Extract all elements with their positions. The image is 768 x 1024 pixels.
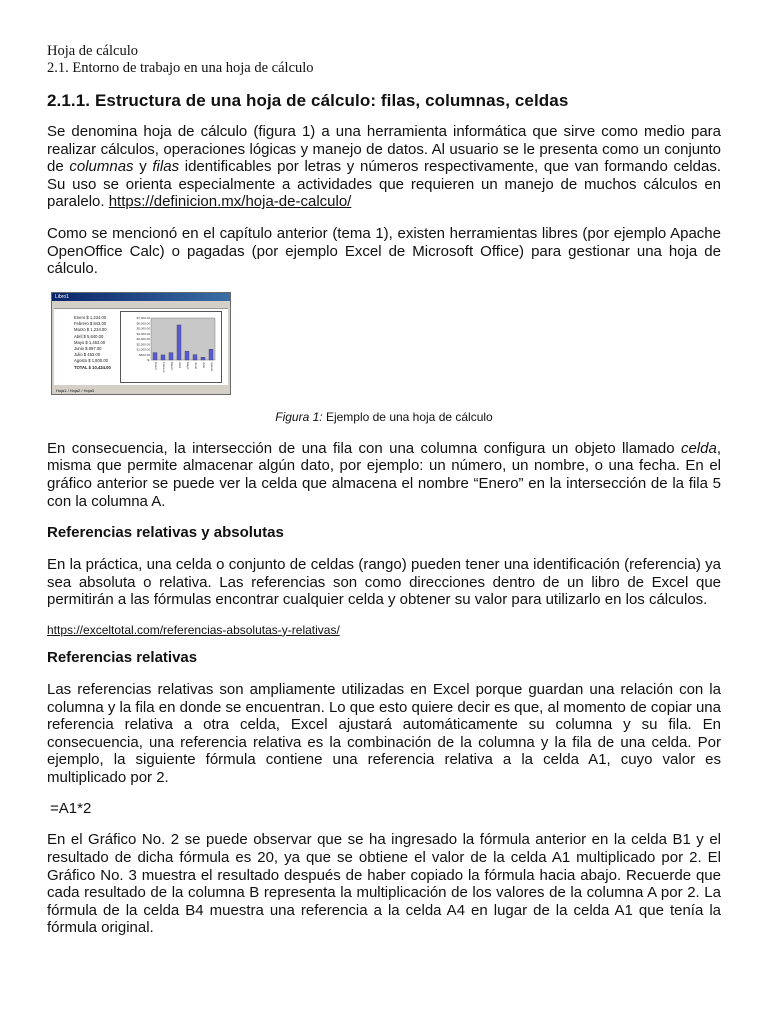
spreadsheet-data-row: Julio $ 453.00 bbox=[74, 352, 101, 358]
spreadsheet-data-row: Enero $ 1,234.00 bbox=[74, 314, 107, 320]
spreadsheet-data-row: Mayo $ 1,453.00 bbox=[74, 339, 106, 345]
chart-svg bbox=[121, 312, 221, 382]
spreadsheet-data-row: Junio $ 897.00 bbox=[74, 345, 102, 351]
chart-category-label: Mayo bbox=[186, 361, 190, 370]
formula-example: =A1*2 bbox=[50, 800, 92, 818]
figure-1 bbox=[51, 292, 721, 400]
chart-tick-label: $5,000.00 bbox=[136, 326, 150, 331]
chart-bar bbox=[201, 357, 205, 360]
chart-tick-label: $- bbox=[147, 357, 150, 362]
chart-bar bbox=[209, 349, 213, 360]
definicion-link[interactable]: https://definicion.mx/hoja-de-calculo/ bbox=[108, 193, 352, 211]
section-title: 2.1.1. Estructura de una hoja de cálculo: filas, columnas, celdas bbox=[47, 91, 569, 110]
chart-bar bbox=[177, 325, 181, 360]
paragraph-1: Se denomina hoja de cálculo (figura 1) a una herramienta informática que sirve como medio para realizar cálculos, operaciones lógicas y manejo de datos. Al usuario se le presenta como un conjunto de columnas y filas identificables por letras y números respectivamente, que van formando celdas. Su uso se orienta especialmente a actividades que requieren un manejo de muchos cálculos en paralelo. https://definicion.mx/hoja-de-calculo/ bbox=[47, 123, 721, 211]
running-header-subtitle: 2.1. Entorno de trabajo en una hoja de cálculo bbox=[47, 60, 314, 76]
document-page bbox=[47, 43, 721, 951]
spreadsheet-data-row: Abril $ 5,840.00 bbox=[74, 333, 104, 339]
embedded-chart bbox=[120, 311, 222, 383]
chart-bar bbox=[185, 351, 189, 360]
paragraph-4: En la práctica, una celda o conjunto de celdas (rango) pueden tener una identificación (referencia) ya sea absoluta o relativa. Las referencias son como direcciones dentro de un libro de Excel que permitirán a las fórmulas encontrar cualquier celda y obtener su valor para utilizarlo en los cálculos. bbox=[47, 556, 721, 609]
chart-category-label: Marzo bbox=[170, 361, 174, 371]
chart-tick-label: $1,000.00 bbox=[136, 347, 150, 352]
paragraph-3: En consecuencia, la intersección de una fila con una columna configura un objeto llamado celda, misma que permite almacenar algún dato, por ejemplo: un número, un nombre, o una fecha. En el gráfico anterior se puede ver la celda que almacena el nombre “Enero” en la intersección de la fila 5 con la columna A. bbox=[47, 439, 721, 510]
chart-category-label: Abril bbox=[178, 361, 182, 368]
exceltotal-link[interactable]: https://exceltotal.com/referencias-absolutas-y-relativas/ bbox=[47, 622, 340, 637]
chart-bar bbox=[169, 352, 173, 359]
chart-tick-label: $3,000.00 bbox=[136, 336, 150, 341]
spreadsheet-screenshot bbox=[51, 292, 231, 395]
chart-bar bbox=[153, 352, 157, 359]
spreadsheet-grid bbox=[54, 303, 228, 385]
chart-tick-label: $2,000.00 bbox=[136, 342, 150, 347]
sheet-tabs: Hoja1 / Hoja2 / Hoja3 bbox=[52, 387, 231, 394]
chart-category-label: Agosto bbox=[210, 361, 214, 372]
chart-category-label: Junio bbox=[194, 361, 198, 369]
paragraph-2: Como se mencionó en el capítulo anterior (tema 1), existen herramientas libres (por ejemplo Apache OpenOffice Calc) o pagadas (por ejemplo Excel de Microsoft Office) para gestionar una hoja de cálculo. bbox=[47, 224, 721, 278]
spreadsheet-rows bbox=[56, 309, 111, 371]
chart-category-label: Julio bbox=[202, 361, 206, 368]
chart-tick-label: $6,000.00 bbox=[136, 321, 150, 326]
spreadsheet-data-row: Febrero $ 843.00 bbox=[74, 321, 107, 327]
chart-tick-label: $7,000.00 bbox=[136, 315, 150, 320]
chart-tick-label: $500.00 bbox=[139, 352, 150, 357]
chart-category-label: Febrero bbox=[162, 361, 166, 373]
running-header-title: Hoja de cálculo bbox=[47, 43, 138, 59]
exceltotal-link-wrap bbox=[47, 623, 721, 637]
chart-bar bbox=[193, 354, 197, 359]
figure-caption: Figura 1: Ejemplo de una hoja de cálculo bbox=[275, 409, 493, 424]
subheading-references: Referencias relativas y absolutas bbox=[47, 524, 284, 542]
paragraph-5: Las referencias relativas son ampliamente utilizadas en Excel porque guardan una relación con la columna y la fila en donde se encuentran. Lo que esto quiere decir es que, al momento de copiar una referencia relativa a otra celda, Excel ajustará automáticamente su columna y su fila. En consecuencia, una referencia relativa es la combinación de la columna y la fila de una celda. Por ejemplo, la siguiente fórmula contiene una referencia relativa a la celda A1, cuyo valor es multiplicado por 2. bbox=[47, 680, 721, 786]
chart-bar bbox=[161, 355, 165, 360]
chart-plot-area bbox=[151, 318, 215, 360]
spreadsheet-total-row: TOTAL $ 10,434.00 bbox=[74, 364, 111, 370]
chart-category-label: Enero bbox=[154, 361, 158, 370]
paragraph-6: En el Gráfico No. 2 se puede observar que se ha ingresado la fórmula anterior en la celda B1 y el resultado de dicha fórmula es 20, ya que se obtiene el valor de la celda A1 multiplicado por 2. El Gráfico No. 3 muestra el resultado después de haber copiado la fórmula hacia abajo. Recuerde que cada resultado de la columna B representa la multiplicación de los valores de la columna A por 2. La fórmula de la celda B4 muestra una referencia a la celda A4 en lugar de la celda A1 que tenía la fórmula original. bbox=[47, 831, 721, 937]
chart-tick-label: $4,000.00 bbox=[136, 331, 150, 336]
spreadsheet-data-row: Agosto $ 1,800.00 bbox=[74, 358, 108, 364]
spreadsheet-title-bar: Libro1 bbox=[52, 293, 230, 301]
subheading-relative-references: Referencias relativas bbox=[47, 648, 198, 666]
spreadsheet-data-row: Marzo $ 1,234.00 bbox=[74, 327, 107, 333]
